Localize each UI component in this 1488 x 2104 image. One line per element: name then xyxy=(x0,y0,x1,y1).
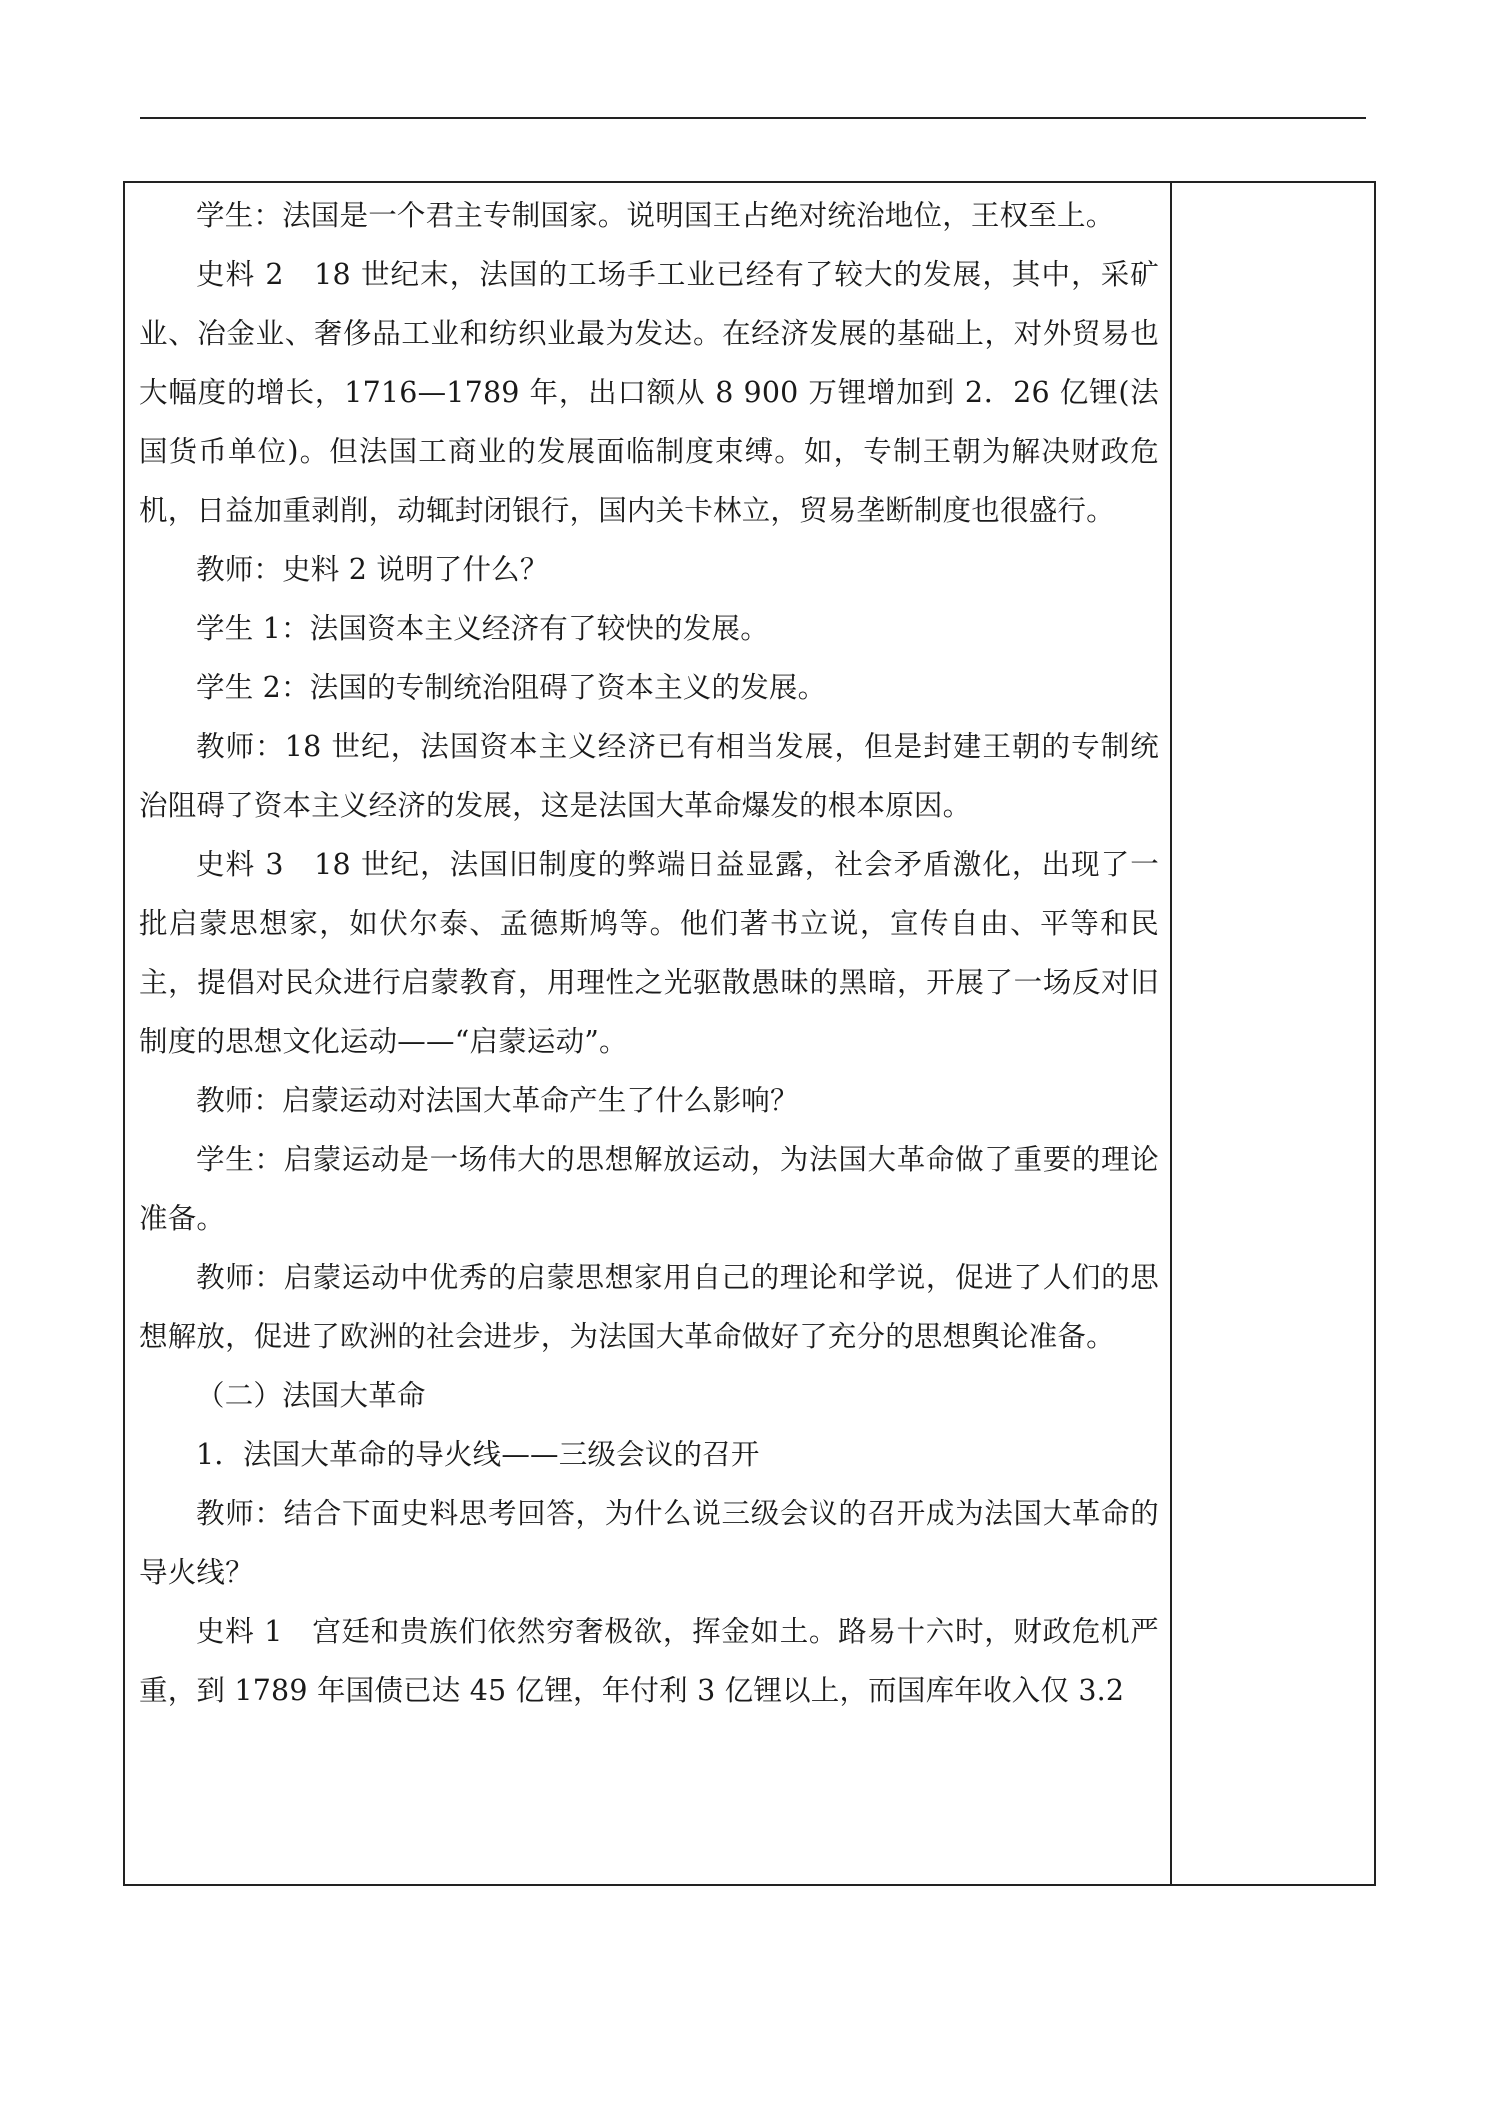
content-cell xyxy=(139,183,1159,1884)
paragraph: 教师：启蒙运动中优秀的启蒙思想家用自己的理论和学说，促进了人们的思想解放，促进了欧洲的社会进步，为法国大革命做好了充分的思想舆论准备。 xyxy=(139,1261,1159,1353)
paragraph: 史料 3 18 世纪，法国旧制度的弊端日益显露，社会矛盾激化，出现了一批启蒙思想家，如伏尔泰、孟德斯鸠等。他们著书立说，宣传自由、平等和民主，提倡对民众进行启蒙教育，用理性之光驱散愚昧的黑暗，开展了一场反对旧制度的思想文化运动——“启蒙运动”。 xyxy=(139,848,1159,1058)
header-rule xyxy=(140,117,1366,119)
paragraph: 学生 2：法国的专制统治阻碍了资本主义的发展。 xyxy=(196,671,827,704)
paragraph: 教师：启蒙运动对法国大革命产生了什么影响？ xyxy=(196,1084,799,1117)
paragraph: 史料 2 18 世纪末，法国的工场手工业已经有了较大的发展，其中，采矿业、冶金业、奢侈品工业和纺织业最为发达。在经济发展的基础上，对外贸易也大幅度的增长，1716—1789 年，出口额从 8 900 万锂增加到 2．26 亿锂(法国货币单位)。但法国工商业的发展面临制度束缚。如，专制王朝为解决财政危机，日益加重剥削，动辄封闭银行，国内关卡林立，贸易垄断制度也很盛行。 xyxy=(139,258,1159,527)
paragraph: 教师：18 世纪，法国资本主义经济已有相当发展，但是封建王朝的专制统治阻碍了资本主义经济的发展，这是法国大革命爆发的根本原因。 xyxy=(139,730,1159,822)
section-heading: （二）法国大革命 xyxy=(196,1379,426,1412)
paragraph: 教师：结合下面史料思考回答，为什么说三级会议的召开成为法国大革命的导火线？ xyxy=(139,1497,1159,1589)
lesson-table xyxy=(123,181,1376,1886)
paragraph: 学生：启蒙运动是一场伟大的思想解放运动，为法国大革命做了重要的理论准备。 xyxy=(139,1143,1159,1235)
subsection-heading: 1．法国大革命的导火线——三级会议的召开 xyxy=(196,1438,760,1471)
paragraph: 教师：史料 2 说明了什么？ xyxy=(196,553,549,586)
paragraph: 学生：法国是一个君主专制国家。说明国王占绝对统治地位，王权至上。 xyxy=(196,199,1115,232)
notes-cell xyxy=(1172,183,1374,1884)
paragraph: 学生 1：法国资本主义经济有了较快的发展。 xyxy=(196,612,769,645)
paragraph: 史料 1 宫廷和贵族们依然穷奢极欲，挥金如土。路易十六时，财政危机严重，到 1789 年国债已达 45 亿锂，年付利 3 亿锂以上，而国库年收入仅 3.2 xyxy=(139,1615,1159,1707)
